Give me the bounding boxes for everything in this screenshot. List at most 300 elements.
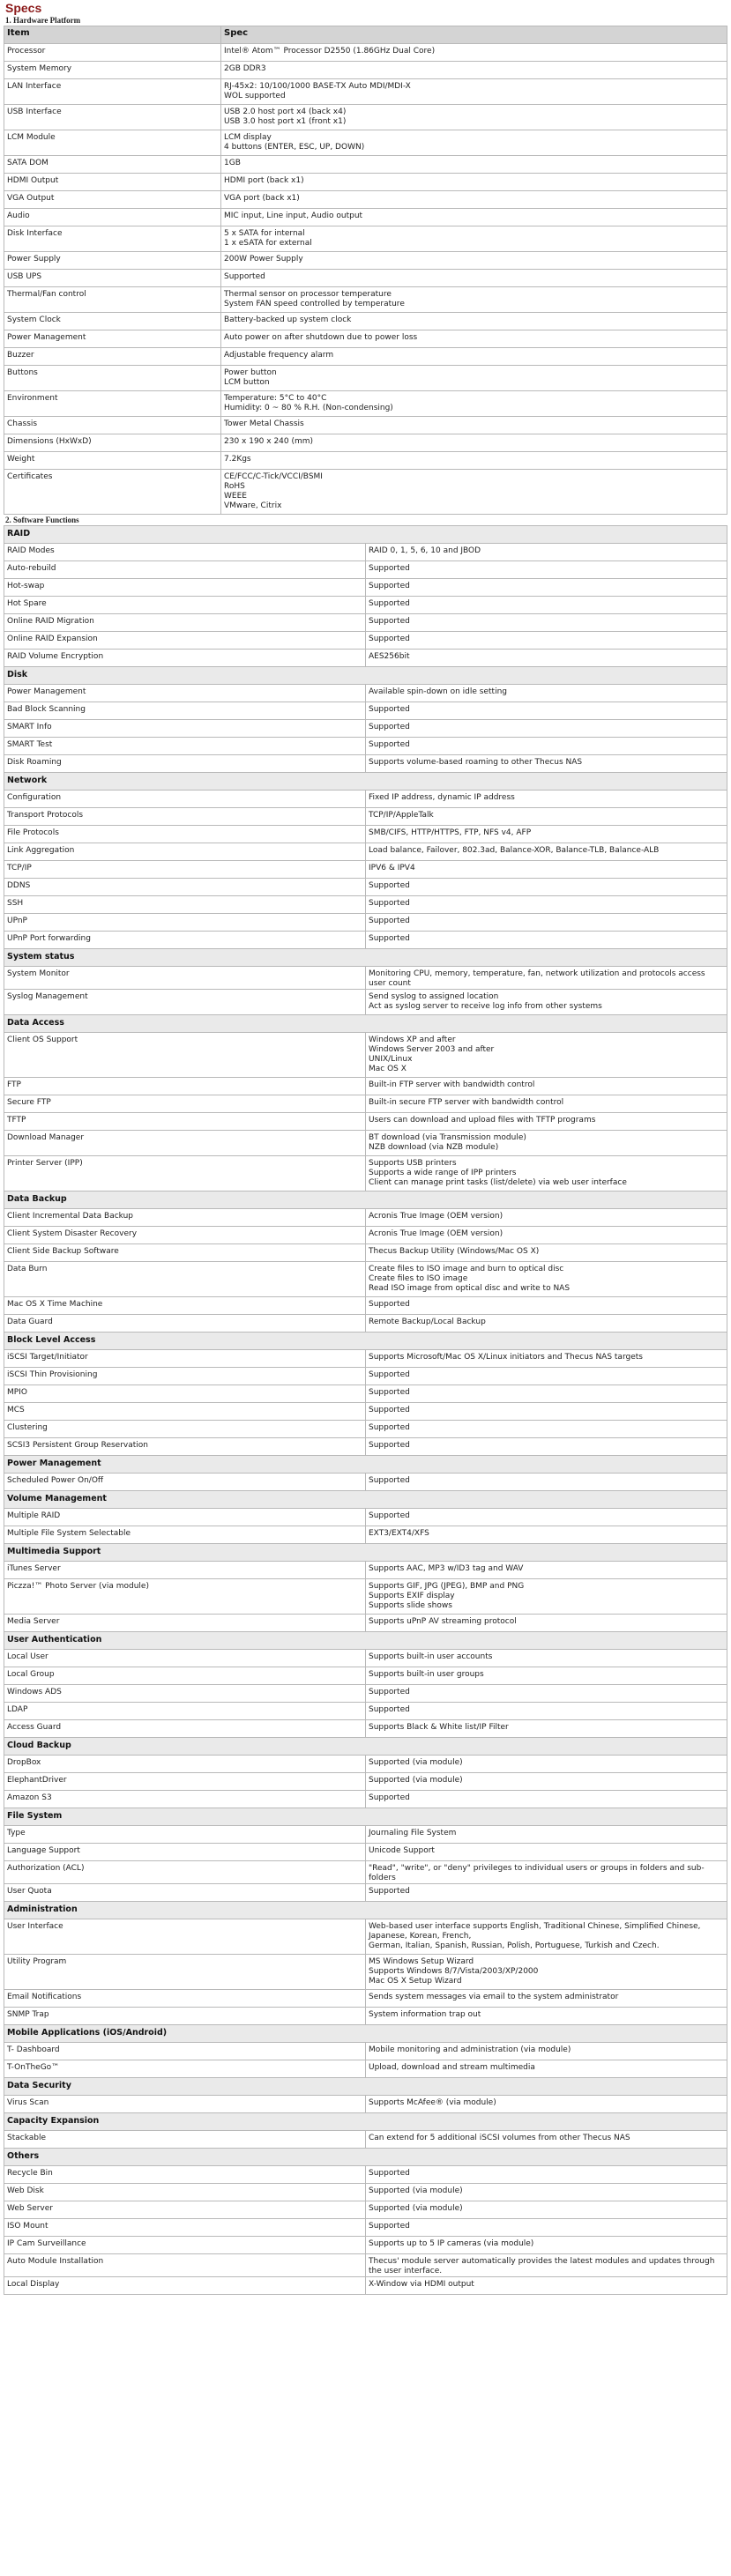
spec-line: Supports Black & White list/IP Filter [369,1723,509,1732]
table-row [4,2237,727,2254]
spec-line: Adjustable frequency alarm [224,351,334,360]
table-row [4,720,727,738]
spec-line: Supported [369,1300,410,1309]
table-row [4,896,727,914]
spec-value [366,896,727,914]
table-row [4,1244,727,1262]
item-label: Utility Program [4,1955,366,1990]
item-label: Piczza!™ Photo Server (via module) [4,1579,366,1615]
table-row [4,1095,727,1113]
table-row [4,287,727,313]
item-label: Auto-rebuild [4,561,366,579]
spec-line: TCP/IP/AppleTalk [369,811,434,820]
spec-value [366,843,727,861]
spec-value [366,1884,727,1902]
spec-line: Supported (via module) [369,1758,463,1767]
spec-value [366,1526,727,1544]
spec-line: Supports slide shows [369,1601,452,1610]
spec-line: LCM button [224,378,270,387]
spec-line: 4 buttons (ENTER, ESC, UP, DOWN) [224,143,365,152]
item-label: SATA DOM [4,156,221,174]
spec-line: WEEE [224,492,247,501]
spec-line: Supports built-in user accounts [369,1652,493,1661]
spec-value [366,1667,727,1685]
spec-line: Read ISO image from optical disc and write to NAS [369,1284,571,1293]
category-row [4,1544,727,1562]
spec-value [221,391,727,417]
item-label: MCS [4,1403,366,1421]
spec-value [366,1579,727,1615]
category-label: Data Security [4,2078,727,2096]
category-row [4,1491,727,1509]
item-label: Multiple RAID [4,1509,366,1526]
spec-line: UNIX/Linux [369,1055,413,1064]
spec-line: 7.2Kgs [224,455,251,464]
item-label: iTunes Server [4,1562,366,1579]
category-row [4,1808,727,1826]
item-label: Power Management [4,330,221,348]
spec-line: Built-in secure FTP server with bandwidth control [369,1098,564,1107]
spec-value [366,1315,727,1333]
spec-line: CE/FCC/C-Tick/VCCI/BSMI [224,472,323,481]
spec-value [366,1826,727,1844]
table-row [4,1685,727,1703]
item-label: RAID Modes [4,544,366,561]
spec-line: German, Italian, Spanish, Russian, Polish, Portuguese, Turkish and Czech. [369,1941,660,1950]
spec-line: NZB download (via NZB module) [369,1143,499,1152]
item-label: HDMI Output [4,174,221,191]
item-label: Power Management [4,685,366,702]
spec-line: 5 x SATA for internal [224,229,305,238]
spec-line: Upload, download and stream multimedia [369,2063,535,2072]
item-label: ISO Mount [4,2219,366,2237]
table-row [4,470,727,515]
table-row [4,738,727,755]
spec-line: BT download (via Transmission module) [369,1133,526,1142]
category-label: Block Level Access [4,1333,727,1350]
spec-value [366,1474,727,1491]
spec-value [221,191,727,209]
spec-line: Mobile monitoring and administration (via module) [369,2045,571,2054]
spec-line: Supported [369,1887,410,1896]
spec-value [366,1955,727,1990]
header-item: Item [4,26,221,44]
spec-line: Supports GIF, JPG (JPEG), BMP and PNG [369,1582,525,1591]
category-label: Others [4,2149,727,2166]
category-row [4,1191,727,1209]
spec-line: Supports volume-based roaming to other Thecus NAS [369,758,583,767]
spec-value [366,1368,727,1385]
spec-line: Supports uPnP AV streaming protocol [369,1617,517,1626]
spec-line: Supported [369,1406,410,1414]
table-row [4,2131,727,2149]
spec-line: Web-based user interface supports English, Traditional Chinese, Simplified Chinese, Japanese, Korean, French, [369,1922,701,1941]
table-row [4,2219,727,2237]
table-row [4,879,727,896]
category-label: Data Access [4,1015,727,1033]
item-label: System Clock [4,313,221,330]
spec-line: Supported [369,617,410,626]
table-row [4,791,727,808]
table-row [4,1720,727,1738]
table-header-row [4,26,727,44]
item-label: Buttons [4,366,221,391]
spec-value [366,1919,727,1955]
item-label: Link Aggregation [4,843,366,861]
category-label: System status [4,949,727,967]
spec-line: Auto power on after shutdown due to power loss [224,333,418,342]
table-row [4,1526,727,1544]
spec-line: 1GB [224,159,241,167]
spec-value [366,1403,727,1421]
spec-value [366,544,727,561]
table-row [4,990,727,1015]
spec-line: Intel® Atom™ Processor D2550 (1.86GHz Dual Core) [224,47,436,56]
table-row [4,1844,727,1861]
spec-value [366,597,727,614]
spec-line: Supported (via module) [369,2204,463,2213]
category-row [4,1333,727,1350]
spec-value [221,313,727,330]
item-label: USB Interface [4,105,221,130]
item-label: LDAP [4,1703,366,1720]
table-row [4,967,727,990]
spec-value [366,2131,727,2149]
spec-line: 2GB DDR3 [224,64,266,73]
category-row [4,2025,727,2043]
spec-line: Supported [369,1705,410,1714]
table-row [4,1474,727,1491]
table-row [4,579,727,597]
spec-value [366,702,727,720]
spec-value [366,1562,727,1579]
table-row [4,614,727,632]
category-label: Capacity Expansion [4,2113,727,2131]
spec-value [366,1421,727,1438]
software-section-title: 2. Software Functions [5,516,79,524]
table-row [4,313,727,330]
table-row [4,2043,727,2060]
spec-value [221,156,727,174]
table-row [4,434,727,452]
table-row [4,808,727,826]
spec-value [221,226,727,252]
spec-value [221,270,727,287]
spec-value [221,366,727,391]
item-label: Email Notifications [4,1990,366,2008]
table-row [4,2184,727,2201]
item-label: Weight [4,452,221,470]
item-label: System Monitor [4,967,366,990]
item-label: T-OnTheGo™ [4,2060,366,2078]
spec-value [221,130,727,156]
table-row [4,1955,727,1990]
spec-value [366,1078,727,1095]
category-row [4,526,727,544]
item-label: Transport Protocols [4,808,366,826]
spec-line: Thermal sensor on processor temperature [224,290,392,299]
spec-line: RoHS [224,482,245,491]
spec-value [366,1990,727,2008]
spec-value [366,1685,727,1703]
table-row [4,1773,727,1791]
spec-line: WOL supported [224,92,286,100]
category-row [4,1015,727,1033]
spec-line: Users can download and upload files with TFTP programs [369,1116,596,1125]
table-row [4,1078,727,1095]
table-row [4,1667,727,1685]
spec-value [221,209,727,226]
item-label: LCM Module [4,130,221,156]
spec-value [366,1113,727,1131]
item-label: Client OS Support [4,1033,366,1078]
item-label: Hot Spare [4,597,366,614]
item-label: Certificates [4,470,221,515]
item-label: Download Manager [4,1131,366,1156]
table-row [4,1113,727,1131]
spec-value [366,967,727,990]
category-label: Volume Management [4,1491,727,1509]
table-row [4,2277,727,2295]
item-label: Access Guard [4,1720,366,1738]
item-label: UPnP Port forwarding [4,932,366,949]
spec-line: Supports McAfee® (via module) [369,2098,496,2107]
table-row [4,1562,727,1579]
spec-line: SMB/CIFS, HTTP/HTTPS, FTP, NFS v4, AFP [369,828,532,837]
table-row [4,105,727,130]
table-row [4,348,727,366]
table-row [4,932,727,949]
spec-line: Windows XP and after [369,1036,456,1044]
item-label: Dimensions (HxWxD) [4,434,221,452]
spec-line: Supported [369,564,410,573]
spec-value [366,1703,727,1720]
item-label: Buzzer [4,348,221,366]
spec-value [366,879,727,896]
table-row [4,2008,727,2025]
spec-value [366,650,727,667]
table-row [4,755,727,773]
table-row [4,1350,727,1368]
spec-line: Temperature: 5°C to 40°C [224,394,327,403]
spec-line: 230 x 190 x 240 (mm) [224,437,314,446]
category-row [4,2078,727,2096]
spec-line: Create files to ISO image [369,1274,468,1283]
table-row [4,1297,727,1315]
spec-value [366,2184,727,2201]
spec-line: Supported [369,705,410,714]
spec-line: "Read", "write", or "deny" privileges to individual users or groups in folders and sub-folders [369,1864,705,1882]
spec-line: Supported (via module) [369,1776,463,1785]
item-label: Environment [4,391,221,417]
item-label: Media Server [4,1615,366,1632]
spec-line: Power button [224,368,277,377]
category-label: RAID [4,526,727,544]
spec-line: X-Window via HDMI output [369,2280,474,2289]
spec-value [221,348,727,366]
spec-value [366,791,727,808]
spec-value [366,1262,727,1297]
table-row [4,391,727,417]
table-row [4,1438,727,1456]
hardware-spec-table [4,26,727,515]
item-label: System Memory [4,62,221,79]
spec-line: Supported [369,1793,410,1802]
category-label: Mobile Applications (iOS/Android) [4,2025,727,2043]
item-label: Mac OS X Time Machine [4,1297,366,1315]
item-label: Power Supply [4,252,221,270]
item-label: Processor [4,44,221,62]
table-row [4,2166,727,2184]
spec-value [221,434,727,452]
spec-line: Supported [224,272,265,281]
spec-line: Supported [369,1370,410,1379]
item-label: Chassis [4,417,221,434]
spec-line: Supported [369,599,410,608]
item-label: Clustering [4,1421,366,1438]
spec-line: Thecus' module server automatically provides the latest modules and updates through the user interface. [369,2257,715,2275]
spec-value [366,1615,727,1632]
spec-line: System information trap out [369,2010,481,2019]
category-row [4,2113,727,2131]
spec-line: Supports USB printers [369,1159,457,1168]
spec-line: MS Windows Setup Wizard [369,1957,474,1966]
spec-line: Supported (via module) [369,2186,463,2195]
spec-value [221,452,727,470]
table-row [4,62,727,79]
spec-line: Supported [369,740,410,749]
spec-line: Supported [369,723,410,731]
table-row [4,270,727,287]
spec-line: Can extend for 5 additional iSCSI volumes from other Thecus NAS [369,2134,630,2142]
spec-line: AES256bit [369,652,410,661]
spec-value [366,826,727,843]
item-label: VGA Output [4,191,221,209]
table-row [4,1421,727,1438]
spec-line: Supported [369,1688,410,1696]
item-label: Virus Scan [4,2096,366,2113]
item-label: TCP/IP [4,861,366,879]
category-row [4,1738,727,1756]
item-label: Data Burn [4,1262,366,1297]
spec-line: Supported [369,881,410,890]
item-label: LAN Interface [4,79,221,105]
software-functions-table [4,525,727,2295]
spec-value [366,1297,727,1315]
item-label: SCSI3 Persistent Group Reservation [4,1438,366,1456]
item-label: Client Incremental Data Backup [4,1209,366,1227]
table-row [4,597,727,614]
spec-line: LCM display [224,133,272,142]
table-row [4,1826,727,1844]
spec-line: Mac OS X Setup Wizard [369,1977,462,1986]
spec-value [366,720,727,738]
table-row [4,1385,727,1403]
table-row [4,2096,727,2113]
spec-value [366,2219,727,2237]
spec-value [366,932,727,949]
category-row [4,1456,727,1474]
table-row [4,914,727,932]
spec-line: HDMI port (back x1) [224,176,304,185]
table-row [4,452,727,470]
item-label: Disk Roaming [4,755,366,773]
spec-line: EXT3/EXT4/XFS [369,1529,429,1538]
spec-value [366,579,727,597]
spec-line: Supported [369,934,410,943]
table-row [4,544,727,561]
table-row [4,2060,727,2078]
spec-value [366,914,727,932]
item-label: DDNS [4,879,366,896]
item-label: Local Display [4,2277,366,2295]
spec-value [366,2096,727,2113]
spec-line: Windows Server 2003 and after [369,1045,495,1054]
item-label: Windows ADS [4,1685,366,1703]
spec-value [366,2201,727,2219]
item-label: Printer Server (IPP) [4,1156,366,1191]
spec-line: System FAN speed controlled by temperature [224,300,405,308]
item-label: MPIO [4,1385,366,1403]
spec-line: Monitoring CPU, memory, temperature, fan, network utilization and protocols access user count [369,969,705,988]
spec-value [221,287,727,313]
spec-value [366,738,727,755]
item-label: Authorization (ACL) [4,1861,366,1884]
spec-line: MIC input, Line input, Audio output [224,212,363,220]
category-row [4,1632,727,1650]
table-row [4,1131,727,1156]
table-row [4,1315,727,1333]
spec-value [221,470,727,515]
item-label: Web Disk [4,2184,366,2201]
spec-value [366,614,727,632]
spec-line: Supported [369,582,410,590]
table-row [4,1756,727,1773]
spec-value [366,1438,727,1456]
item-label: Secure FTP [4,1095,366,1113]
spec-value [366,685,727,702]
spec-value [366,1791,727,1808]
table-row [4,156,727,174]
spec-value [221,79,727,105]
item-label: UPnP [4,914,366,932]
spec-value [366,1650,727,1667]
spec-line: USB 2.0 host port x4 (back x4) [224,108,347,116]
table-row [4,191,727,209]
spec-line: Supported [369,1511,410,1520]
item-label: IP Cam Surveillance [4,2237,366,2254]
category-label: File System [4,1808,727,1826]
item-label: USB UPS [4,270,221,287]
table-row [4,417,727,434]
table-row [4,1703,727,1720]
table-row [4,44,727,62]
category-label: Power Management [4,1456,727,1474]
spec-line: Client can manage print tasks (list/delete) via web user interface [369,1178,627,1187]
spec-line: Supported [369,1423,410,1432]
table-row [4,1509,727,1526]
spec-line: Act as syslog server to receive log info from other systems [369,1002,602,1011]
item-label: File Protocols [4,826,366,843]
spec-value [366,2043,727,2060]
spec-value [366,2008,727,2025]
spec-line: RAID 0, 1, 5, 6, 10 and JBOD [369,546,481,555]
spec-line: Fixed IP address, dynamic IP address [369,793,515,802]
spec-line: VMware, Citrix [224,501,282,510]
spec-value [366,1131,727,1156]
table-row [4,1650,727,1667]
item-label: FTP [4,1078,366,1095]
